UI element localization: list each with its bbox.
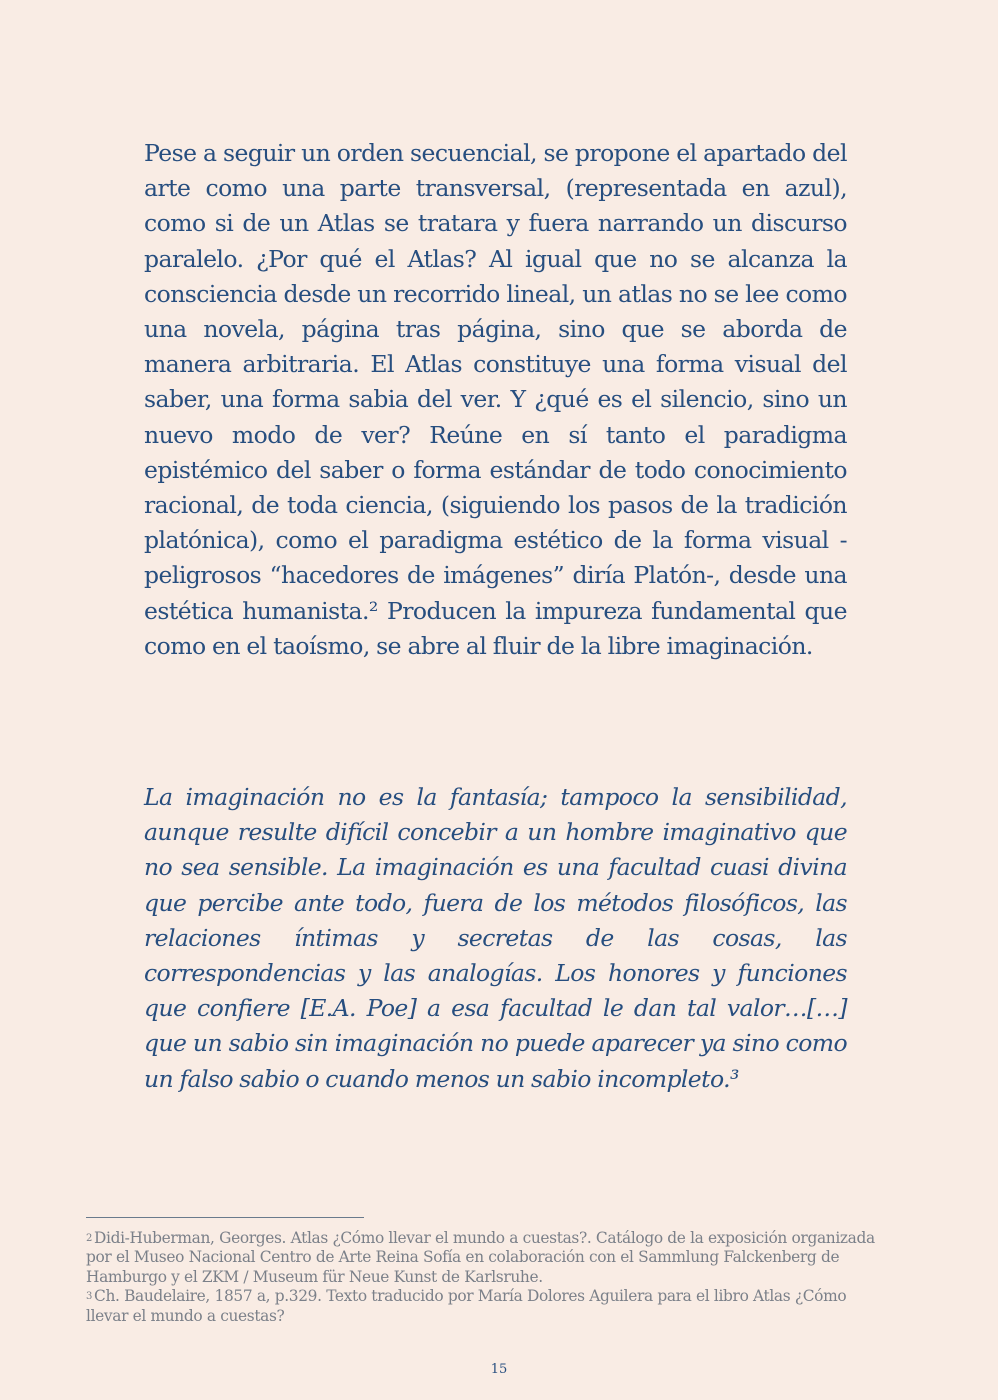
footnotes [86, 1229, 886, 1326]
footnote-mark: 2 [86, 1233, 93, 1244]
block-quote: La imaginación no es la fantasía; tampoco la sensibilidad, aunque resulte difícil concebir a un hombre imaginativo que no sea sensible. La imaginación es una facultad cuasi divina que percibe ante todo, fuera de los métodos filosóficos, las relaciones íntimas y secretas de las cosas, las correspondencias y las analogías. Los honores y funciones que confiere [E.A. Poe] a esa facultad le dan tal valor…[…] que un sabio sin imaginación no puede aparecer ya sino como un falso sabio o cuando menos un sabio incompleto.³ [144, 783, 847, 1093]
footnote-divider [86, 1217, 364, 1218]
footnote-text: Didi-Huberman, Georges. Atlas ¿Cómo llevar el mundo a cuestas?. Catálogo de la exposición organizada por el Museo Nacional Centro de Arte Reina Sofía en colaboración con el Sammlung Falckenberg de Hamburgo y el ZKM / Museum für Neue Kunst de Karlsruhe. [86, 1229, 875, 1286]
footnote-3 [86, 1287, 886, 1326]
body-paragraph: Pese a seguir un orden secuencial, se propone el apartado del arte como una parte transversal, (representada en azul), como si de un Atlas se tratara y fuera narrando un discurso paralelo. ¿Por qué el Atlas? Al igual que no se alcanza la consciencia desde un recorrido lineal, un atlas no se lee como una novela, página tras página, sino que se aborda de manera arbitraria. El Atlas constituye una forma visual del saber, una forma sabia del ver. Y ¿qué es el silencio, sino un nuevo modo de ver? Reúne en sí tanto el paradigma epistémico del saber o forma estándar de todo conocimiento racional, de toda ciencia, (siguiendo los pasos de la tradición platónica), como el paradigma estético de la forma visual -peligrosos “hacedores de imágenes” diría Platón-, desde una estética humanista.² Producen la impureza fundamental que como en el taoísmo, se abre al fluir de la libre imaginación. [144, 139, 847, 660]
footnote-2 [86, 1229, 886, 1287]
footnote-mark: 3 [86, 1291, 93, 1303]
page-number: 15 [490, 1362, 508, 1377]
footnote-text: Ch. Baudelaire, 1857 a, p.329. Texto traducido por María Dolores Aguilera para el libro Atlas ¿Cómo llevar el mundo a cuestas? [86, 1287, 847, 1325]
